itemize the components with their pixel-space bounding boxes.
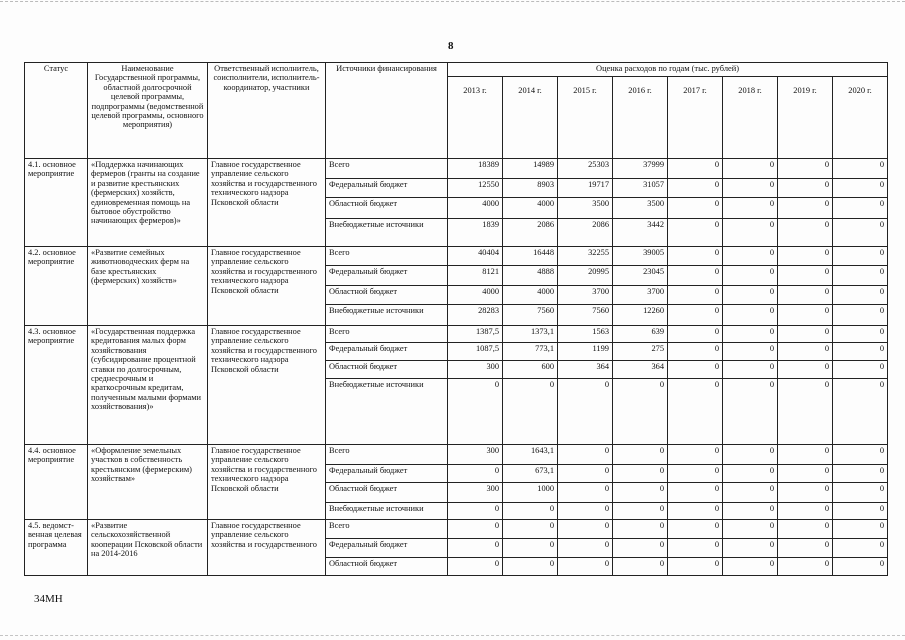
row-funding-source: Всего: [326, 326, 448, 343]
row-program-name: «Поддержка начинающих фермеров (гранты на создание и развитие крестьянских (фермерских) хозяйств, единовременная помощь на бытовое обустройство начинающих фермеров)»: [88, 159, 208, 247]
row-executor: Главное государственное управление сельского хозяйства и государственного: [208, 520, 326, 576]
row-value: 0: [723, 379, 778, 445]
row-value: 0: [833, 520, 888, 539]
row-value: 0: [778, 483, 833, 503]
table-row: [25, 247, 888, 266]
row-value: 4000: [448, 198, 503, 219]
row-value: 0: [723, 305, 778, 326]
row-value: 1373,1: [503, 326, 558, 343]
row-value: 364: [558, 361, 613, 379]
row-funding-source: Областной бюджет: [326, 198, 448, 219]
row-value: 32255: [558, 247, 613, 266]
table-row: [25, 445, 888, 465]
row-value: 0: [723, 465, 778, 483]
row-value: 0: [668, 159, 723, 179]
row-value: 0: [723, 266, 778, 286]
row-value: 0: [613, 558, 668, 576]
row-value: 2086: [503, 219, 558, 247]
row-value: 0: [833, 159, 888, 179]
row-value: 0: [613, 503, 668, 520]
row-value: 0: [668, 266, 723, 286]
header-year: 2020 г.: [833, 77, 888, 159]
row-value: 0: [558, 558, 613, 576]
row-value: 0: [778, 503, 833, 520]
row-value: 0: [668, 326, 723, 343]
row-funding-source: Всего: [326, 445, 448, 465]
row-executor: Главное государственное управление сельского хозяйства и государственного технического надзора Псковской области: [208, 326, 326, 445]
row-value: 0: [613, 483, 668, 503]
row-value: 300: [448, 445, 503, 465]
row-value: 0: [503, 379, 558, 445]
row-value: 0: [448, 539, 503, 558]
row-value: 0: [723, 361, 778, 379]
page-number: 8: [448, 40, 454, 52]
row-value: 0: [833, 266, 888, 286]
row-value: 673,1: [503, 465, 558, 483]
row-value: 18389: [448, 159, 503, 179]
row-value: 0: [833, 247, 888, 266]
row-value: 12550: [448, 179, 503, 198]
row-value: 4000: [448, 286, 503, 305]
row-value: 40404: [448, 247, 503, 266]
row-value: 3442: [613, 219, 668, 247]
row-value: 1199: [558, 343, 613, 361]
row-value: 0: [613, 445, 668, 465]
row-value: 0: [723, 159, 778, 179]
row-value: 0: [613, 520, 668, 539]
row-value: 0: [833, 539, 888, 558]
scan-edge-top: [0, 1, 905, 2]
row-value: 0: [448, 379, 503, 445]
row-value: 0: [833, 558, 888, 576]
row-value: 1387,5: [448, 326, 503, 343]
row-value: 0: [723, 483, 778, 503]
row-value: 16448: [503, 247, 558, 266]
row-value: 0: [668, 286, 723, 305]
table-row: [25, 520, 888, 539]
row-value: 0: [668, 539, 723, 558]
row-status: 4.5. ведомст-венная целевая программа: [25, 520, 88, 576]
table-row: [25, 326, 888, 343]
row-value: 600: [503, 361, 558, 379]
row-value: 1643,1: [503, 445, 558, 465]
header-executor: Ответственный исполнитель, соисполнители, исполнитель-координатор, участники: [208, 63, 326, 159]
row-value: 0: [833, 326, 888, 343]
row-value: 0: [833, 179, 888, 198]
row-funding-source: Всего: [326, 247, 448, 266]
row-value: 3700: [613, 286, 668, 305]
row-executor: Главное государственное управление сельского хозяйства и государственного технического надзора Псковской области: [208, 445, 326, 520]
header-year: 2013 г.: [448, 77, 503, 159]
header-year: 2014 г.: [503, 77, 558, 159]
row-value: 0: [503, 539, 558, 558]
row-value: 31057: [613, 179, 668, 198]
row-value: 0: [778, 159, 833, 179]
row-value: 0: [778, 520, 833, 539]
row-value: 3700: [558, 286, 613, 305]
row-funding-source: Федеральный бюджет: [326, 343, 448, 361]
row-value: 0: [778, 379, 833, 445]
row-value: 0: [778, 198, 833, 219]
table-row: [25, 159, 888, 179]
row-value: 7560: [503, 305, 558, 326]
row-value: 0: [503, 503, 558, 520]
row-value: 0: [668, 305, 723, 326]
row-funding-source: Федеральный бюджет: [326, 266, 448, 286]
row-value: 0: [723, 520, 778, 539]
row-funding-source: Внебюджетные источники: [326, 379, 448, 445]
row-value: 0: [723, 503, 778, 520]
row-value: 0: [558, 539, 613, 558]
row-funding-source: Внебюджетные источники: [326, 305, 448, 326]
row-status: 4.2. основное мероприятие: [25, 247, 88, 326]
header-year: 2019 г.: [778, 77, 833, 159]
row-value: 0: [558, 503, 613, 520]
row-funding-source: Областной бюджет: [326, 558, 448, 576]
header-program-name: Наименование Государственной программы, областной долгосрочной целевой программы, подпрограммы (ведомственной целевой программы, основного мероприятия): [88, 63, 208, 159]
row-status: 4.1. основное мероприятие: [25, 159, 88, 247]
row-value: 28283: [448, 305, 503, 326]
row-value: 7560: [558, 305, 613, 326]
row-value: 0: [668, 219, 723, 247]
row-value: 0: [833, 503, 888, 520]
row-value: 0: [668, 465, 723, 483]
row-value: 0: [558, 483, 613, 503]
row-funding-source: Областной бюджет: [326, 286, 448, 305]
row-value: 12260: [613, 305, 668, 326]
row-value: 23045: [613, 266, 668, 286]
footer-code: 34МН: [34, 593, 63, 605]
row-value: 0: [723, 179, 778, 198]
header-year: 2018 г.: [723, 77, 778, 159]
row-value: 0: [778, 247, 833, 266]
row-value: 0: [668, 361, 723, 379]
row-value: 0: [668, 558, 723, 576]
row-value: 0: [833, 219, 888, 247]
row-value: 0: [613, 539, 668, 558]
row-status: 4.3. основное мероприятие: [25, 326, 88, 445]
row-funding-source: Внебюджетные источники: [326, 219, 448, 247]
row-value: 0: [668, 520, 723, 539]
header-expense-estimate: Оценка расходов по годам (тыс. рублей): [448, 63, 888, 77]
row-value: 300: [448, 483, 503, 503]
row-status: 4.4. основное мероприятие: [25, 445, 88, 520]
header-year: 2015 г.: [558, 77, 613, 159]
row-value: 3500: [558, 198, 613, 219]
row-value: 0: [833, 483, 888, 503]
row-value: 0: [558, 445, 613, 465]
row-value: 4888: [503, 266, 558, 286]
row-value: 0: [723, 219, 778, 247]
row-value: 1563: [558, 326, 613, 343]
row-value: 0: [723, 286, 778, 305]
header-funding-source: Источники финансирования: [326, 63, 448, 159]
row-value: 2086: [558, 219, 613, 247]
row-value: 8903: [503, 179, 558, 198]
row-value: 773,1: [503, 343, 558, 361]
header-year: 2016 г.: [613, 77, 668, 159]
row-value: 25303: [558, 159, 613, 179]
row-executor: Главное государственное управление сельского хозяйства и государственного технического надзора Псковской области: [208, 159, 326, 247]
row-value: 364: [613, 361, 668, 379]
row-funding-source: Внебюджетные источники: [326, 503, 448, 520]
row-value: 0: [833, 286, 888, 305]
row-value: 3500: [613, 198, 668, 219]
row-value: 0: [558, 465, 613, 483]
row-program-name: «Развитие семейных животноводческих ферм на базе крестьянских (фермерских) хозяйств»: [88, 247, 208, 326]
row-executor: Главное государственное управление сельского хозяйства и государственного технического надзора Псковской области: [208, 247, 326, 326]
row-value: 0: [833, 198, 888, 219]
row-value: 39005: [613, 247, 668, 266]
row-value: 0: [778, 361, 833, 379]
row-value: 20995: [558, 266, 613, 286]
header-year: 2017 г.: [668, 77, 723, 159]
row-value: 37999: [613, 159, 668, 179]
row-value: 0: [778, 343, 833, 361]
row-value: 0: [778, 219, 833, 247]
row-value: 0: [503, 520, 558, 539]
row-value: 0: [723, 326, 778, 343]
row-value: 0: [503, 558, 558, 576]
row-value: 4000: [503, 198, 558, 219]
row-value: 0: [668, 503, 723, 520]
row-funding-source: Федеральный бюджет: [326, 179, 448, 198]
row-value: 275: [613, 343, 668, 361]
row-value: 0: [833, 445, 888, 465]
row-value: 0: [778, 326, 833, 343]
row-value: 19717: [558, 179, 613, 198]
row-value: 0: [668, 379, 723, 445]
row-value: 0: [778, 266, 833, 286]
row-value: 0: [668, 198, 723, 219]
row-funding-source: Федеральный бюджет: [326, 465, 448, 483]
row-value: 0: [778, 305, 833, 326]
row-value: 0: [723, 539, 778, 558]
row-program-name: «Развитие сельскохозяйственной кооперации Псковской области на 2014-2016: [88, 520, 208, 576]
row-value: 1087,5: [448, 343, 503, 361]
row-value: 0: [723, 558, 778, 576]
row-value: 0: [448, 503, 503, 520]
row-value: 1839: [448, 219, 503, 247]
row-value: 0: [613, 379, 668, 445]
row-value: 0: [723, 247, 778, 266]
row-value: 0: [668, 483, 723, 503]
row-program-name: «Государственная поддержка кредитования малых форм хозяйствования (субсидирование процентной ставки по долгосрочным, среднесрочным и краткосрочным кредитам, полученным малыми формами хозяйствования)»: [88, 326, 208, 445]
row-value: 0: [723, 445, 778, 465]
row-value: 0: [833, 361, 888, 379]
row-funding-source: Областной бюджет: [326, 361, 448, 379]
row-value: 1000: [503, 483, 558, 503]
row-value: 0: [723, 343, 778, 361]
row-value: 0: [448, 558, 503, 576]
row-value: 0: [833, 305, 888, 326]
row-value: 0: [778, 286, 833, 305]
row-funding-source: Областной бюджет: [326, 483, 448, 503]
row-value: 0: [778, 465, 833, 483]
row-value: 0: [778, 179, 833, 198]
row-value: 0: [778, 445, 833, 465]
row-funding-source: Всего: [326, 159, 448, 179]
row-value: 0: [778, 539, 833, 558]
row-value: 0: [448, 465, 503, 483]
row-value: 0: [778, 558, 833, 576]
row-value: 8121: [448, 266, 503, 286]
header-status: Статус: [25, 63, 88, 159]
budget-table: [24, 62, 888, 576]
row-value: 0: [833, 465, 888, 483]
row-value: 0: [448, 520, 503, 539]
row-value: 0: [613, 465, 668, 483]
row-value: 0: [558, 520, 613, 539]
row-value: 0: [668, 179, 723, 198]
row-value: 0: [668, 343, 723, 361]
row-program-name: «Оформление земельных участков в собственность крестьянским (фермерским) хозяйствам»: [88, 445, 208, 520]
row-value: 300: [448, 361, 503, 379]
row-funding-source: Всего: [326, 520, 448, 539]
row-value: 0: [723, 198, 778, 219]
row-value: 14989: [503, 159, 558, 179]
row-value: 0: [833, 379, 888, 445]
row-value: 4000: [503, 286, 558, 305]
row-value: 639: [613, 326, 668, 343]
row-value: 0: [668, 247, 723, 266]
row-value: 0: [668, 445, 723, 465]
row-value: 0: [558, 379, 613, 445]
row-value: 0: [833, 343, 888, 361]
scan-edge-bottom: [0, 635, 905, 636]
row-funding-source: Федеральный бюджет: [326, 539, 448, 558]
